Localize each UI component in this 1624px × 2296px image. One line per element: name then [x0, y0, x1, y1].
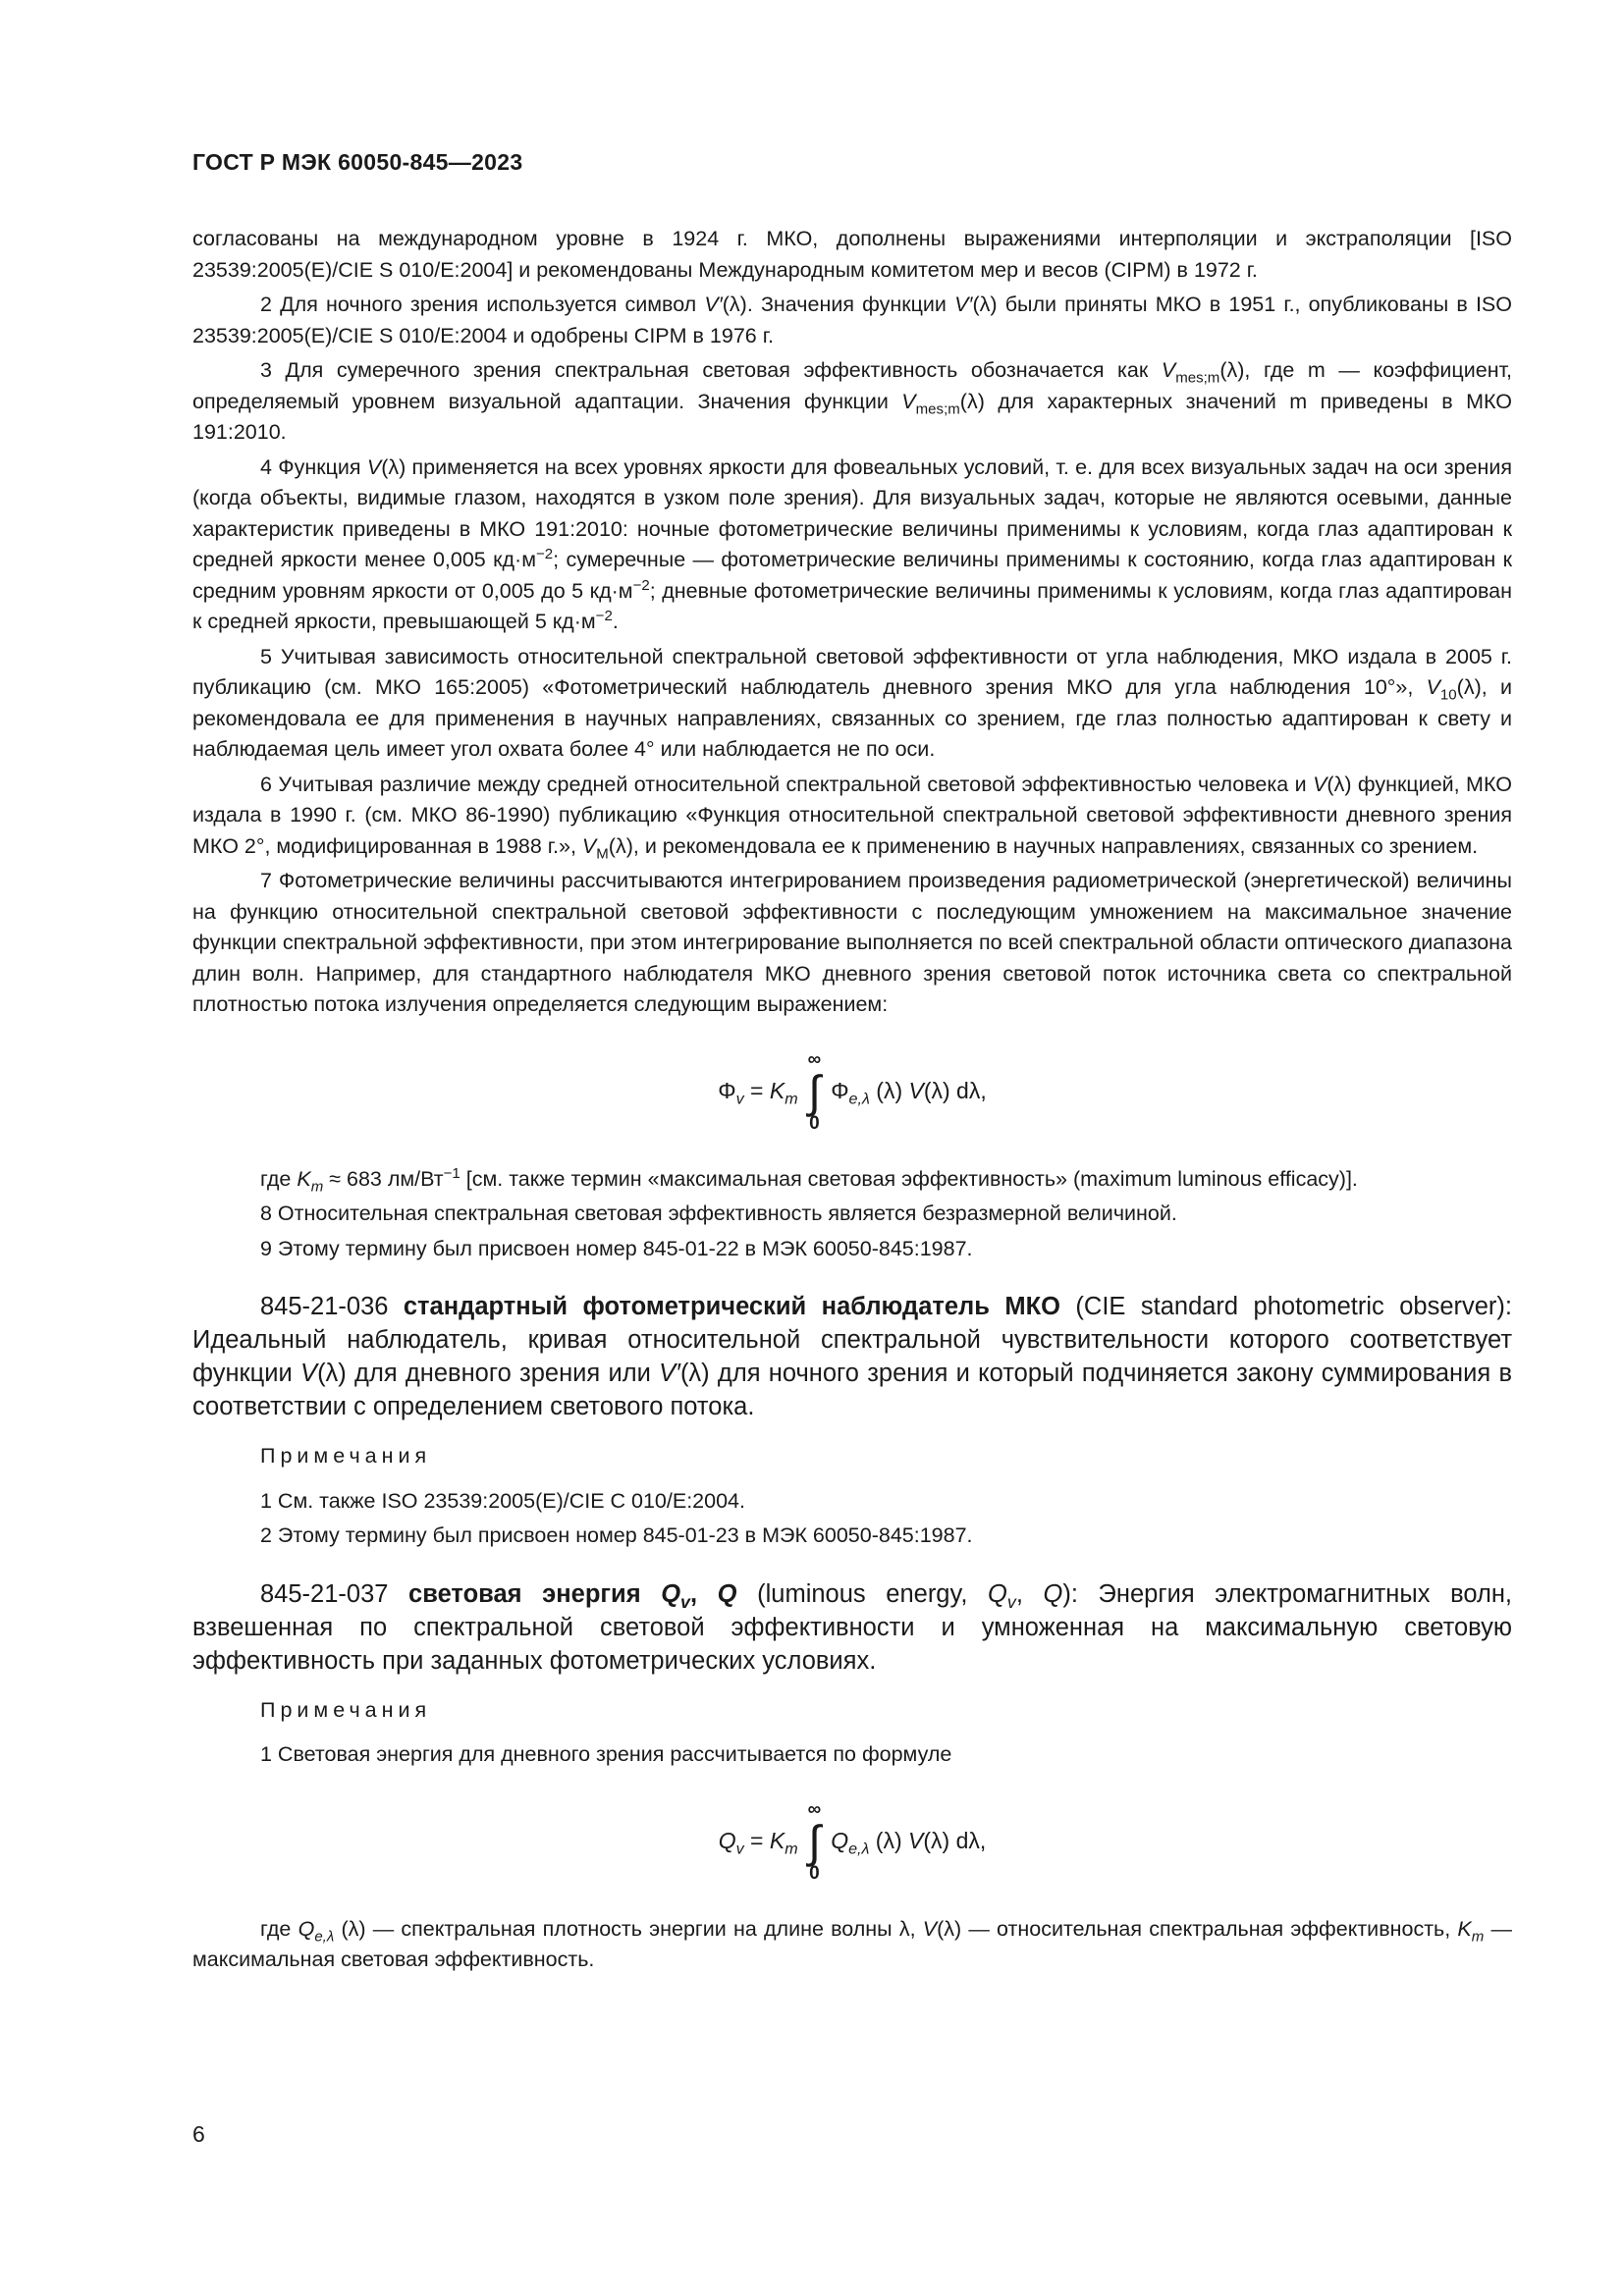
note-5: 5 Учитывая зависимость относительной спектральной световой эффективности от угла наблюдения, МКО издала в 2005 г. публикацию (см. МКО 165:2005) «Фотометрический наблюдатель дневного зрения МКО для угла наблюдения 10°», $V_{10}(\lambda)$, и рекомендовала ее для применения в научных направлениях, связанных со зрением, где глаз полностью адаптирован к свету и наблюдаемая цель имеет угол охвата более 4° или наблюдается не по оси.: [192, 644, 1512, 761]
note-2: 2 Для ночного зрения используется символ V′(λ). Значения функции V′(λ) были приняты МКО в 1951 г., опубликованы в ISO 23539:2005(E)/CIE S 010/E:2004 и одобрены CIPM в 1976 г.: [192, 293, 1512, 347]
km-definition: где $K_m \approx 683$ $лм/Вт^{-1}$ [см. также термин «максимальная световая эффективность» (maximum luminous efficacy)].: [260, 1164, 1358, 1195]
document-body: [192, 224, 1512, 1980]
term-entry-845-21-037: 845-21-037 световая энергия $Q_v$, Q (luminous energy, $Q_v$, Q): Энергия электромагнитных волн, взвешенная по спектральной световой эффективности и умноженная на максимальную световую эффективность при заданных фотометрических условиях.: [192, 1579, 1512, 1675]
page-header: ГОСТ Р МЭК 60050-845—2023: [192, 149, 523, 175]
formula-luminous-energy: $Q_v = K_m$ ∞ ∫ 0 $Q_{e,\lambda}$ (λ) V(λ) dλ,: [718, 1798, 987, 1884]
entry037-note-1: 1 Световая энергия для дневного зрения рассчитывается по формуле: [260, 1742, 952, 1766]
note-8: 8 Относительная спектральная световая эффективность является безразмерной величиной.: [260, 1201, 1177, 1225]
note-6: 6 Учитывая различие между средней относительной спектральной световой эффективностью человека и V(λ) функцией, МКО издала в 1990 г. (см. МКО 86-1990) публикацию «Функция относительной спектральной световой эффективности дневного зрения МКО 2°, модифицированная в 1988 г.», $V_M(\lambda)$, и рекомендовала ее к применению в научных направлениях, связанных со зрением.: [192, 772, 1512, 862]
term-name: стандартный фотометрический наблюдатель МКО: [403, 1293, 1060, 1320]
entry036-note-1: 1 См. также ISO 23539:2005(E)/CIE C 010/E:2004.: [260, 1488, 745, 1513]
paragraph-continuation: согласованы на международном уровне в 1924 г. МКО, дополнены выражениями интерполяции и экстраполяции [ISO 23539:2005(E)/CIE S 010/E:2004] и рекомендованы Международным комитетом мер и весов (CIPM) в 1972 г.: [192, 227, 1512, 282]
note-9: 9 Этому термину был присвоен номер 845-01-22 в МЭК 60050-845:1987.: [260, 1236, 973, 1260]
integral-sign: ∞ ∫ 0: [807, 1798, 822, 1884]
entry036-note-2: 2 Этому термину был присвоен номер 845-01-23 в МЭК 60050-845:1987.: [260, 1523, 973, 1547]
formula-luminous-flux: $\Phi_v = K_m$ ∞ ∫ 0 $\Phi_{e,\lambda}$ (λ) V(λ) dλ,: [718, 1048, 987, 1134]
integral-sign: ∞ ∫ 0: [807, 1048, 822, 1134]
notes-heading: Примечания: [260, 1444, 432, 1468]
note-7: 7 Фотометрические величины рассчитываются интегрированием произведения радиометрической (энергетической) величины на функцию относительной спектральной световой эффективности с последующим умножением на максимальное значение функции спектральной эффективности, при этом интегрирование выполняется по всей спектральной области оптического диапазона длин волн. Например, для стандартного наблюдателя МКО дневного зрения световой поток источника света со спектральной плотностью потока излучения определяется следующим выражением:: [192, 869, 1512, 1016]
formula-legend: где $Q_{e,\lambda}$ (λ) — спектральная плотность энергии на длине волны λ, V(λ) — относительная спектральная эффективность, $K_m$ — максимальная световая эффективность.: [192, 1916, 1512, 1971]
notes-heading: Примечания: [260, 1697, 432, 1722]
note-3: 3 Для сумеречного зрения спектральная световая эффективность обозначается как $V_{mes;m}(\lambda)$, где m — коэффициент, определяемый уровнем визуальной адаптации. Значения функции $V_{mes;m}(\lambda)$ для характерных значений m приведены в МКО 191:2010.: [192, 358, 1513, 444]
term-entry-845-21-036: 845-21-036 стандартный фотометрический наблюдатель МКО (CIE standard photometric observer): Идеальный наблюдатель, кривая относительной спектральной чувствительности которого соответствует функции V(λ) для дневного зрения или V′(λ) для ночного зрения и который подчиняется закону суммирования в соответствии с определением светового потока.: [192, 1293, 1512, 1420]
page-number: 6: [192, 2121, 205, 2147]
note-4: 4 Функция V(λ) применяется на всех уровнях яркости для фовеальных условий, т. е. для всех визуальных задач на оси зрения (когда объекты, видимые глазом, находятся в узком поле зрения). Для визуальных задач, которые не являются осевыми, данные характеристик приведены в МКО 191:2010: ночные фотометрические величины применимы к условиям, когда глаз адаптирован к средней яркости менее 0,005 $кд\cdot м^{-2}$; сумеречные — фотометрические величины применимы к состоянию, когда глаз адаптирован к средним уровням яркости от 0,005 до 5 $кд\cdot м^{-2}$; дневные фотометрические величины применимы к условиям, когда глаз адаптирован к средней яркости, превышающей 5 $кд\cdot м^{-2}$.: [192, 454, 1513, 633]
